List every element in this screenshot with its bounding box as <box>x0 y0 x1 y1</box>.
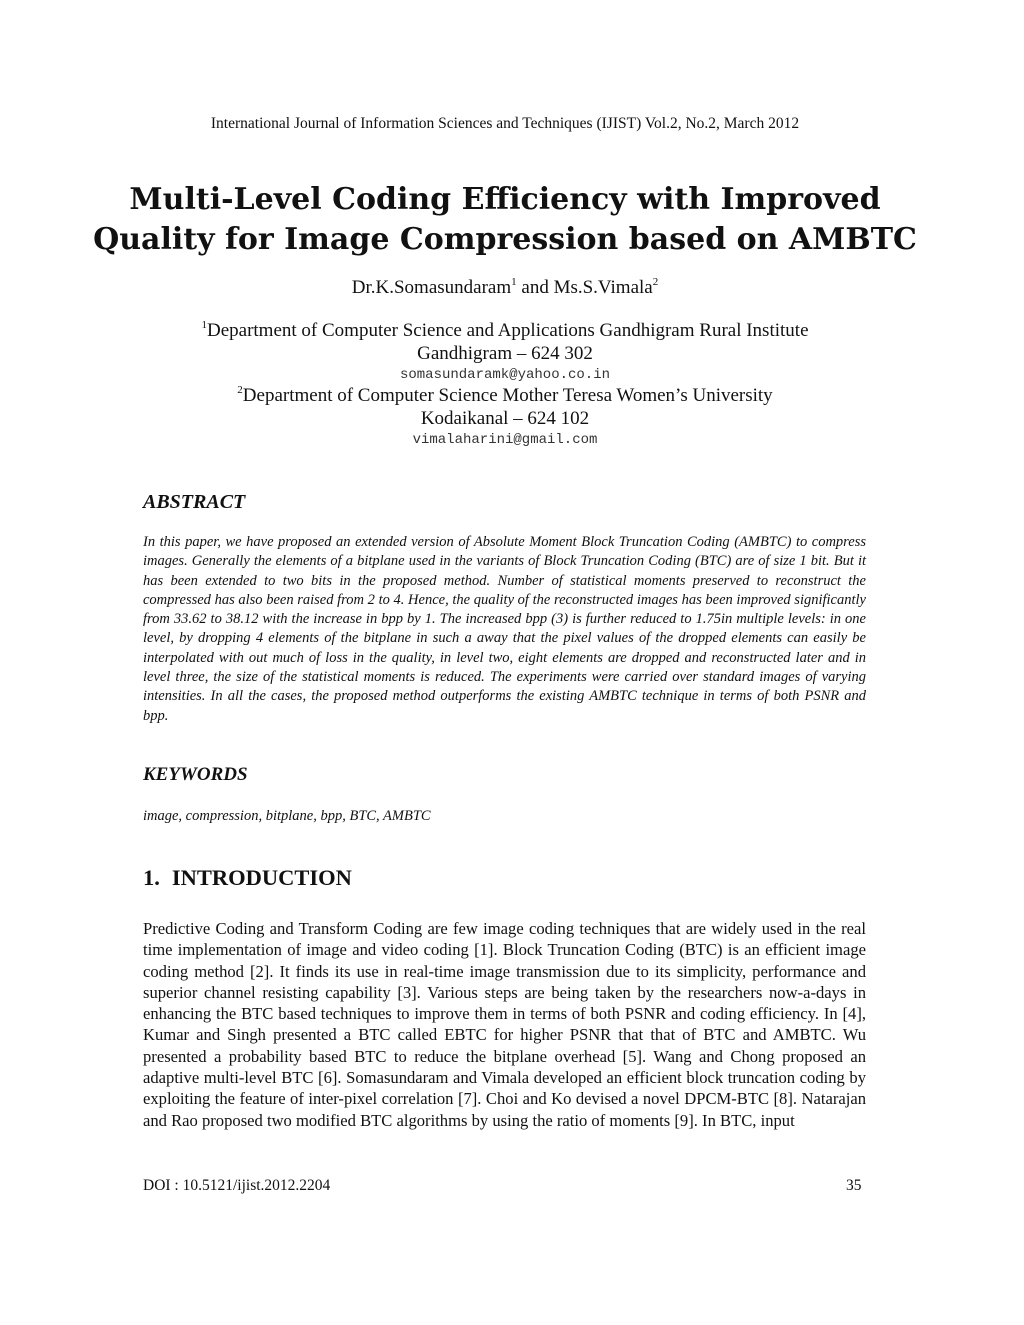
affiliation-1-department: Department of Computer Science and Applications Gandhigram Rural Institute <box>206 320 809 341</box>
running-header: International Journal of Information Sciences and Techniques (IJIST) Vol.2, No.2, March 2012 <box>210 115 800 132</box>
author-list <box>0 276 1010 300</box>
affiliation-1 <box>0 319 1010 385</box>
affiliation-2-mark: 2 <box>237 384 243 396</box>
affiliation-1-email: somasundaramk@yahoo.co.in <box>399 367 611 383</box>
introduction-text: Predictive Coding and Transform Coding are few image coding techniques that are widely used in the real time implementation of image and video coding [1]. Block Truncation Coding (BTC) is an efficient image coding method [2]. It finds its use in real-time image transmission due to its simplicity, performance and superior channel resisting capability [3]. Various steps are being taken by the researchers now-a-days in enhancing the BTC based techniques to improve them in terms of both PSNR and coding efficiency. In [4], Kumar and Singh presented a BTC called EBTC for higher PSNR that that of BTC and AMBTC. Wu presented a probability based BTC to reduce the bitplane overhead [5]. Wang and Chong proposed an adaptive multi-level BTC [6]. Somasundaram and Vimala developed an efficient block truncation coding by exploiting the feature of inter-pixel correlation [7]. Choi and Ko devised a novel DPCM-BTC [8]. Natarajan and Rao proposed two modified BTC algorithms by using the ratio of moments [9]. In BTC, input <box>143 919 866 1130</box>
section-number: 1. <box>143 865 160 890</box>
affiliation-2-email: vimalaharini@gmail.com <box>412 432 598 448</box>
abstract-text: In this paper, we have proposed an extended version of Absolute Moment Block Truncation Coding (AMBTC) to compress images. Generally the elements of a bitplane used in the variants of Block Truncation Coding (BTC) are of size 1 bit. But it has been extended to two bits in the proposed method. Number of statistical moments preserved to reconstruct the compressed has also been raised from 2 to 4. Hence, the quality of the reconstructed images has been improved significantly from 33.62 to 38.12 with the increase in bpp by 1. The increased bpp (3) is further reduced to 1.75in multiple levels: in one level, by dropping 4 elements of the bitplane in such a away that the pixel values of the dropped elements can easily be interpolated with out much of loss in the quality, in level two, eight elements are dropped and reconstructed later and in level three, the size of the statistical moments is reduced. The experiments were carried over standard images of varying intensities. In all the cases, the proposed method outperforms the existing AMBTC technique in terms of both PSNR and bpp. <box>143 534 866 724</box>
paper-title-line-1: Multi-Level Coding Efficiency with Improved <box>129 182 881 217</box>
affiliation-2-line-1 <box>0 384 1010 407</box>
keywords-text: image, compression, bitplane, bpp, BTC, AMBTC <box>143 808 431 824</box>
author-1-name: Dr.K.Somasundaram <box>351 277 512 298</box>
footer-doi: DOI : 10.5121/ijist.2012.2204 <box>143 1177 331 1194</box>
author-1-affiliation-mark: 1 <box>511 276 517 288</box>
paper-title-line-2: Quality for Image Compression based on AMBTC <box>93 222 917 257</box>
author-2-name: Ms.S.Vimala <box>553 277 653 298</box>
paper-title <box>0 180 1010 260</box>
abstract-heading: ABSTRACT <box>143 491 246 513</box>
author-joiner: and <box>516 277 554 298</box>
affiliation-2 <box>0 384 1010 450</box>
keywords-heading: KEYWORDS <box>143 764 248 785</box>
page-number: 35 <box>846 1177 862 1194</box>
affiliation-1-mark: 1 <box>201 319 207 331</box>
section-title: INTRODUCTION <box>171 865 352 890</box>
introduction-heading <box>143 864 352 892</box>
author-2-affiliation-mark: 2 <box>652 276 659 288</box>
affiliation-1-line-2: Gandhigram – 624 302 <box>417 343 593 364</box>
affiliation-1-line-1 <box>0 319 1010 342</box>
affiliation-2-department: Department of Computer Science Mother Teresa Women’s University <box>242 385 773 406</box>
affiliation-2-line-2: Kodaikanal – 624 102 <box>420 408 590 429</box>
